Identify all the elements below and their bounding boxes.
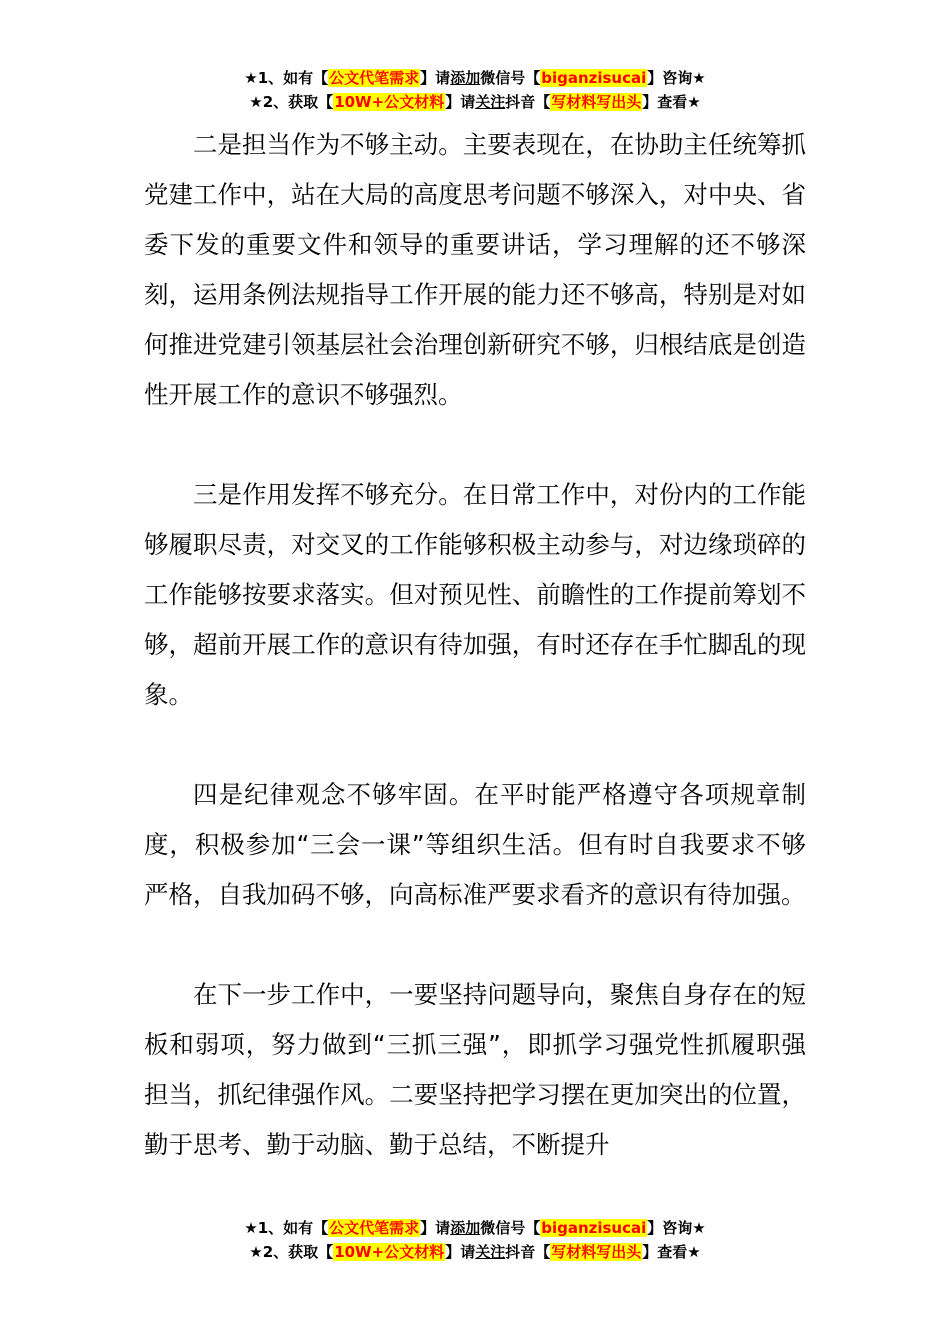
banner-line-1: ★1、如有【公文代笔需求】请添加微信号【biganzisucai】咨询★	[244, 1219, 706, 1237]
highlight-wechat-id: biganzisucai	[541, 1219, 647, 1237]
highlight-materials: 10W+公文材料	[334, 1243, 445, 1261]
banner-line-2: ★2、获取【10W+公文材料】请关注抖音【写材料写出头】查看★	[249, 1243, 701, 1261]
highlight-douyin-account: 写材料写出头	[551, 93, 642, 111]
paragraph-2: 二是担当作为不够主动。主要表现在，在协助主任统筹抓党建工作中，站在大局的高度思考问题不够深入，对中央、省委下发的重要文件和领导的重要讲话，学习理解的还不够深刻，运用条例法规指导工作开展的能力还不够高，特别是对如何推进党建引领基层社会治理创新研究不够，归根结底是创造性开展工作的意识不够强烈。	[144, 130, 806, 409]
footer-banner	[0, 1216, 950, 1264]
paragraph-4: 四是纪律观念不够牢固。在平时能严格遵守各项规章制度，积极参加“三会一课”等组织生活。但有时自我要求不够严格，自我加码不够，向高标准严要求看齐的意识有待加强。	[144, 780, 806, 909]
header-banner	[0, 66, 950, 114]
highlight-service: 公文代笔需求	[329, 1219, 420, 1237]
paragraph-3: 三是作用发挥不够充分。在日常工作中，对份内的工作能够履职尽责，对交叉的工作能够积极主动参与，对边缘琐碎的工作能够按要求落实。但对预见性、前瞻性的工作提前筹划不够，超前开展工作的意识有待加强，有时还存在手忙脚乱的现象。	[144, 480, 806, 709]
highlight-materials: 10W+公文材料	[334, 93, 445, 111]
paragraph-next-steps: 在下一步工作中，一要坚持问题导向，聚焦自身存在的短板和弱项，努力做到“三抓三强”，即抓学习强党性抓履职强担当，抓纪律强作风。二要坚持把学习摆在更加突出的位置，勤于思考、勤于动脑、勤于总结，不断提升	[144, 980, 806, 1159]
highlight-douyin-account: 写材料写出头	[551, 1243, 642, 1261]
banner-line-2: ★2、获取【10W+公文材料】请关注抖音【写材料写出头】查看★	[249, 93, 701, 111]
document-body	[144, 120, 806, 1170]
highlight-wechat-id: biganzisucai	[541, 69, 647, 87]
banner-line-1: ★1、如有【公文代笔需求】请添加微信号【biganzisucai】咨询★	[244, 69, 706, 87]
highlight-service: 公文代笔需求	[329, 69, 420, 87]
